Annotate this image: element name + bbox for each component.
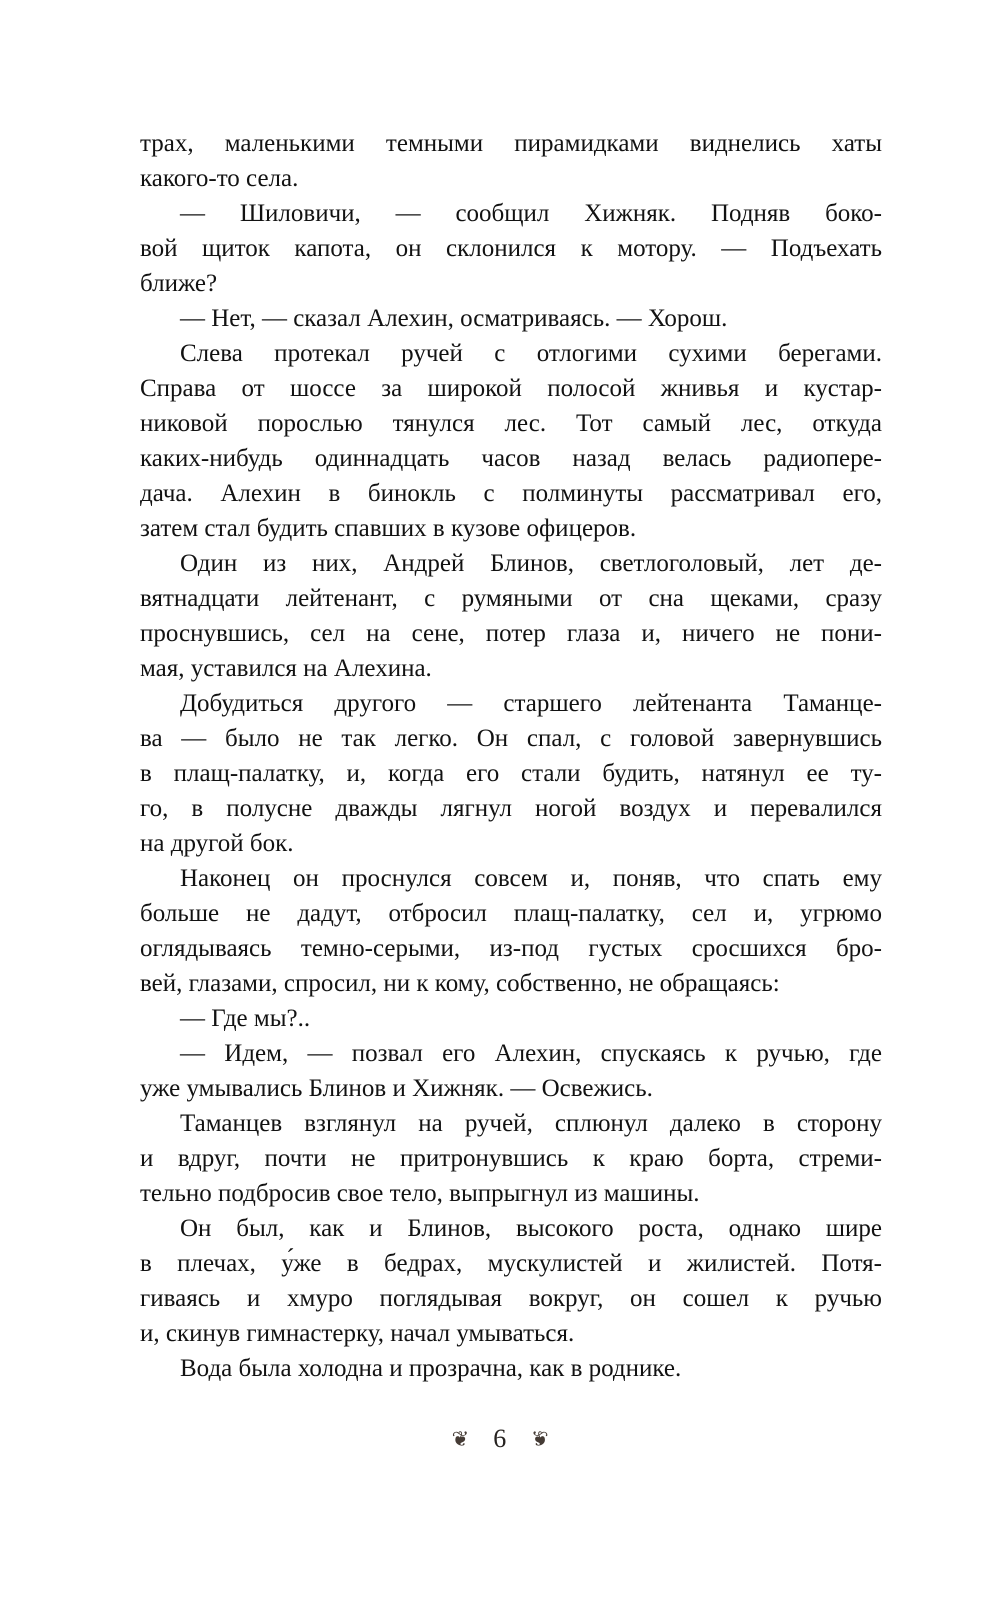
text-line: Слева протекал ручей с отлогими сухими берегами.	[180, 340, 882, 367]
text-line: каких-нибудь одиннадцать часов назад велась радиопере-	[140, 445, 882, 472]
text-line: проснувшись, сел на сене, потер глаза и, ничего не пони-	[140, 620, 882, 647]
text-line: и вдруг, почти не притронувшись к краю борта, стреми-	[140, 1145, 882, 1172]
text-line: Он был, как и Блинов, высокого роста, однако шире	[180, 1215, 882, 1242]
text-line: больше не дадут, отбросил плащ-палатку, сел и, угрюмо	[140, 900, 882, 927]
text-line: — Идем, — позвал его Алехин, спускаясь к ручью, где	[180, 1040, 882, 1067]
text-line: дача. Алехин в бинокль с полминуты рассматривал его,	[140, 480, 882, 507]
text-line: Добудиться другого — старшего лейтенанта Таманце-	[180, 690, 882, 717]
text-line: — Шиловичи, — сообщил Хижняк. Подняв боко-	[180, 200, 882, 227]
text-line: — Где мы?..	[180, 1005, 311, 1032]
text-line: ва — было не так легко. Он спал, с головой завернувшись	[140, 725, 882, 752]
text-line: Справа от шоссе за широкой полосой жнивья и кустар-	[140, 375, 882, 402]
text-line: — Нет, — сказал Алехин, осматриваясь. — Хорош.	[180, 305, 728, 332]
text-line: никовой порослью тянулся лес. Тот самый лес, откуда	[140, 410, 882, 437]
text-line: вой щиток капота, он склонился к мотору. — Подъехать	[140, 235, 882, 262]
footer-ornament-left-icon: ❦	[451, 1427, 470, 1451]
text-line: уже умывались Блинов и Хижняк. — Освежись.	[140, 1075, 653, 1102]
text-line: Таманцев взглянул на ручей, сплюнул далеко в сторону	[180, 1110, 882, 1137]
text-line: затем стал будить спавших в кузове офицеров.	[140, 515, 637, 542]
text-line: какого-то села.	[140, 165, 299, 192]
text-line: в плечах, у́же в бедрах, мускулистей и жилистей. Потя-	[140, 1250, 882, 1277]
text-line: трах, маленькими темными пирамидками виднелись хаты	[140, 130, 882, 157]
text-line: Наконец он проснулся совсем и, поняв, что спать ему	[180, 865, 882, 892]
page-number: 6	[493, 1424, 507, 1453]
footer-ornament-right-icon: ❦	[530, 1427, 549, 1451]
text-line: гиваясь и хмуро поглядывая вокруг, он сошел к ручью	[140, 1285, 882, 1312]
text-line: Один из них, Андрей Блинов, светлоголовый, лет де-	[180, 550, 882, 577]
text-line: в плащ-палатку, и, когда его стали будить, натянул ее ту-	[140, 760, 882, 787]
text-line: тельно подбросив свое тело, выпрыгнул из машины.	[140, 1180, 700, 1207]
text-line: оглядываясь темно-серыми, из-под густых сросшихся бро-	[140, 935, 882, 962]
text-line: Вода была холодна и прозрачна, как в роднике.	[180, 1355, 682, 1382]
text-line: и, скинув гимнастерку, начал умываться.	[140, 1320, 575, 1347]
text-line: на другой бок.	[140, 830, 294, 857]
page-footer	[0, 1424, 1000, 1454]
text-line: го, в полусне дважды лягнул ногой воздух и перевалился	[140, 795, 882, 822]
text-line: вятнадцати лейтенант, с румяными от сна щеками, сразу	[140, 585, 882, 612]
text-line: вей, глазами, спросил, ни к кому, собственно, не обращаясь:	[140, 970, 780, 997]
text-line: мая, уставился на Алехина.	[140, 655, 432, 682]
text-block	[140, 126, 882, 1386]
text-line: ближе?	[140, 270, 218, 297]
